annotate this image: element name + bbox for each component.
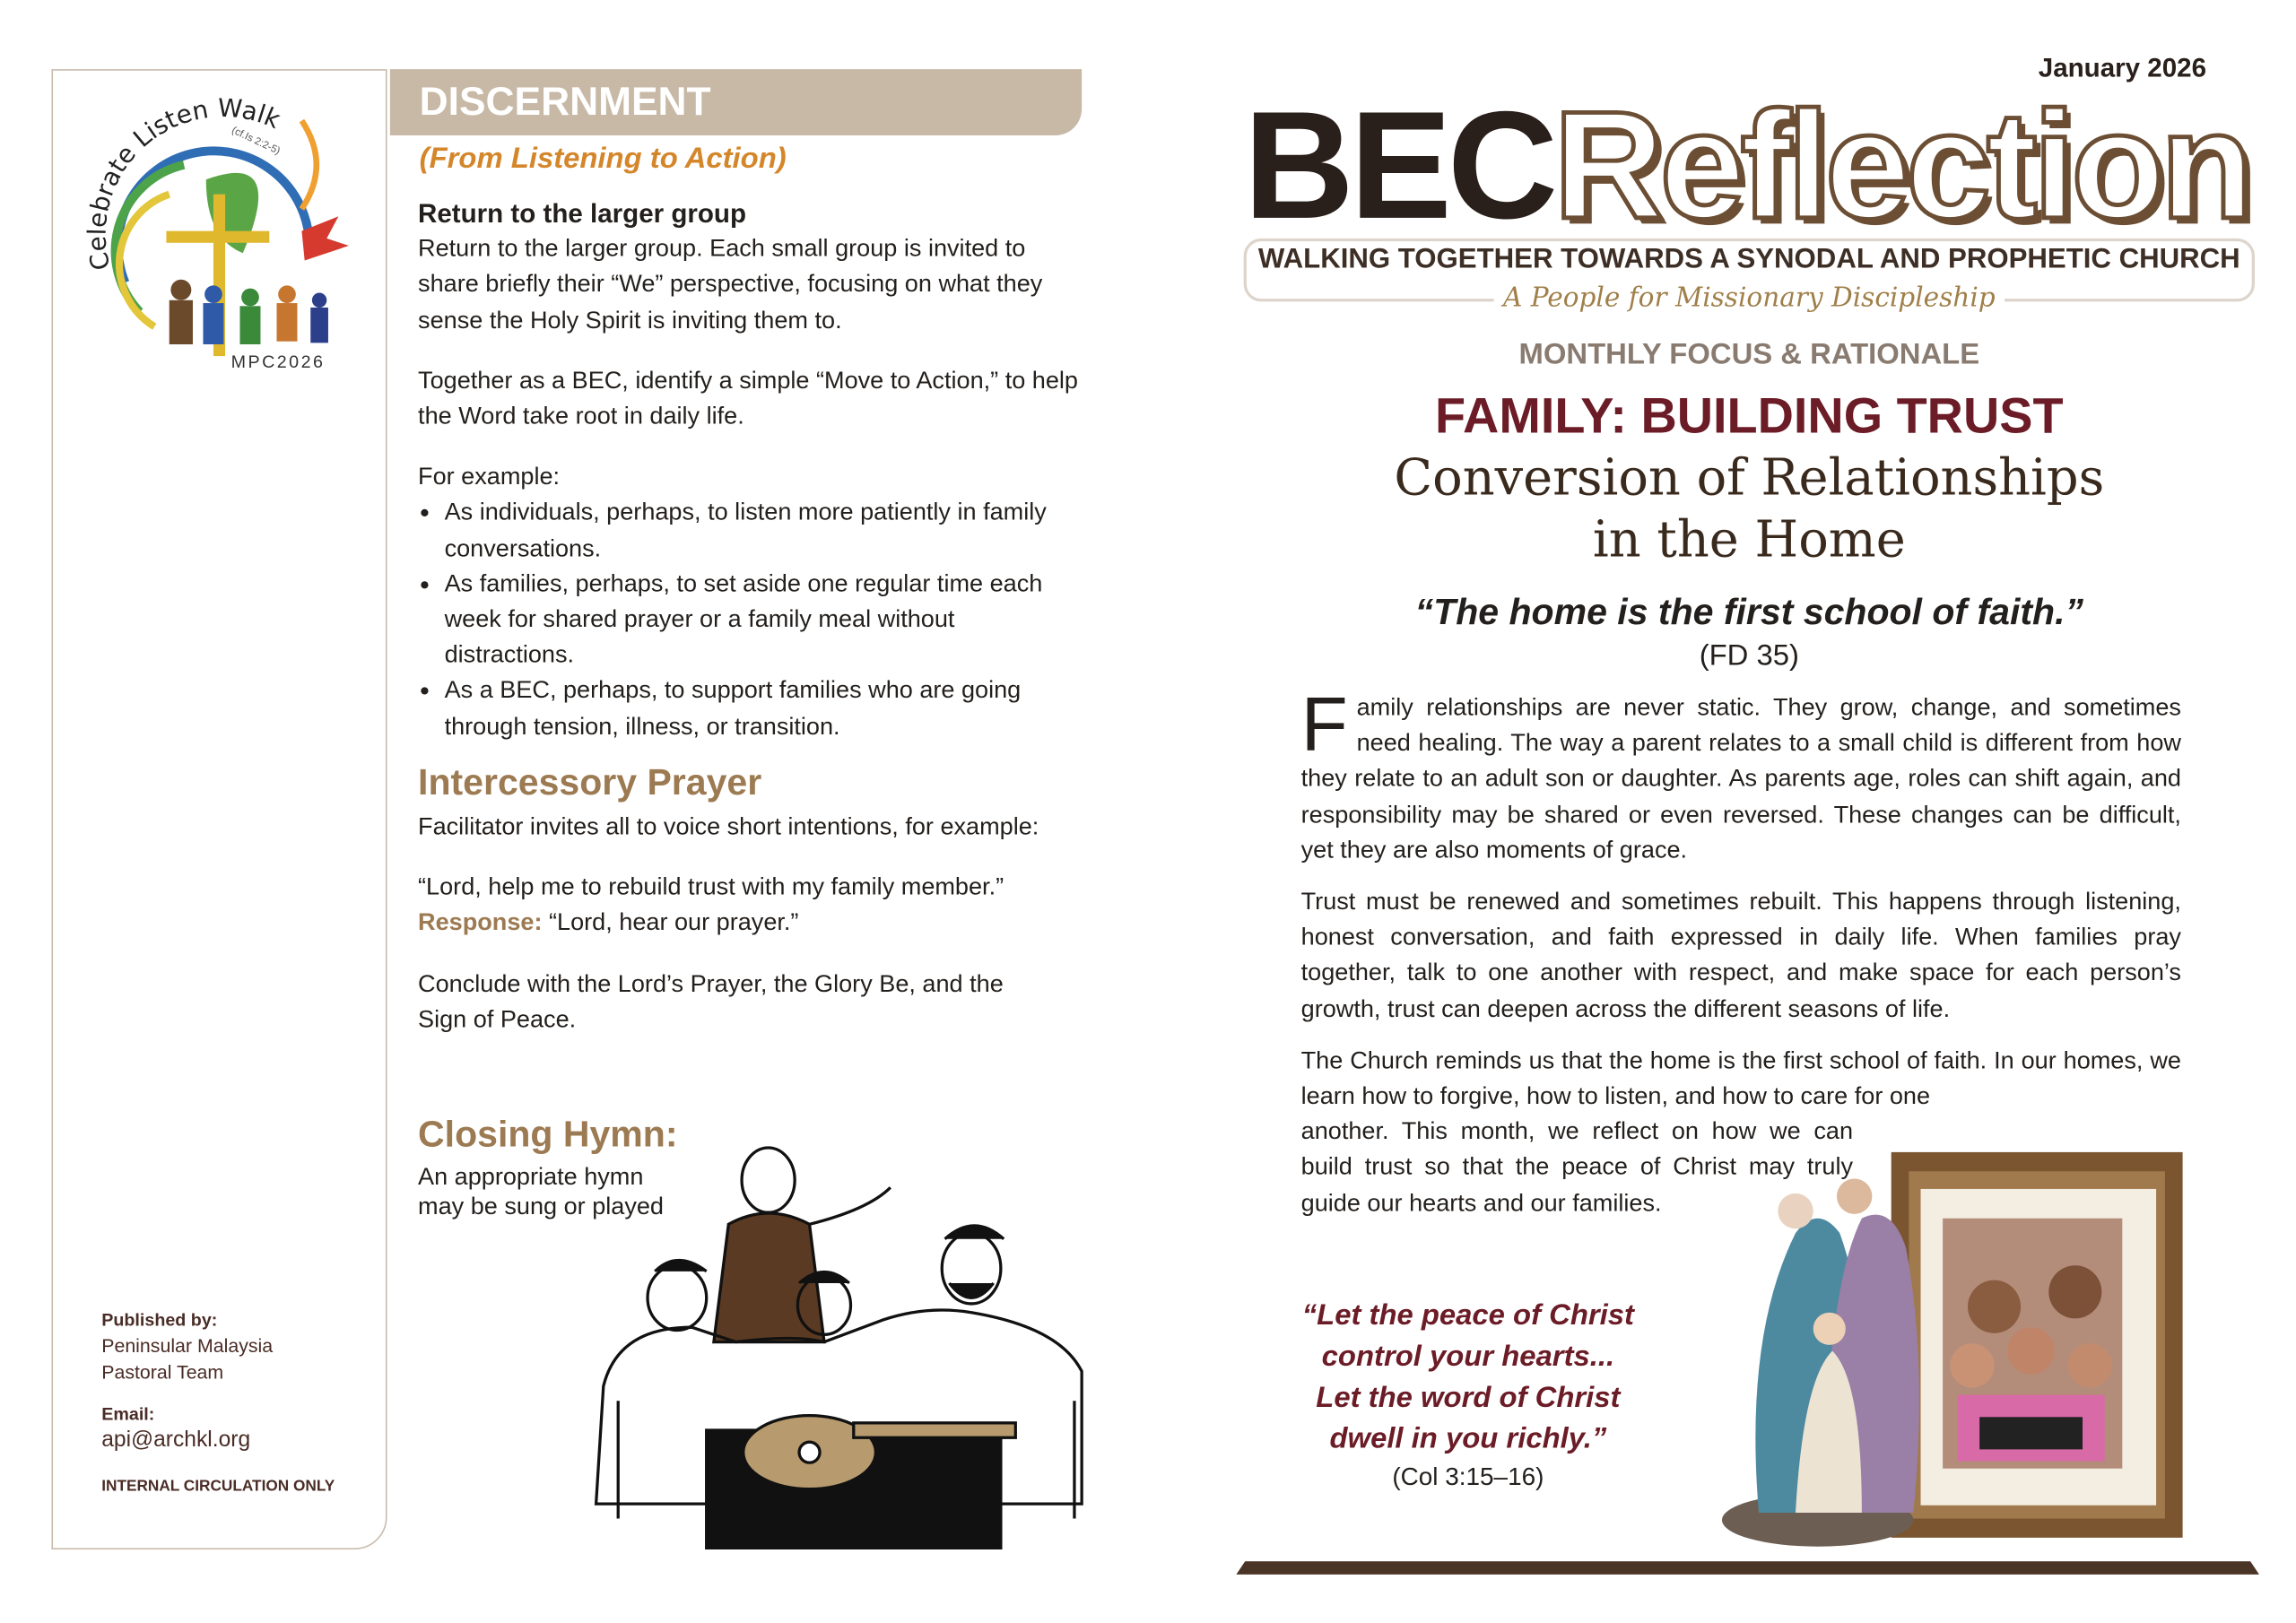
article-body — [1300, 682, 2181, 1221]
list-item: • As individuals, perhaps, to listen more patiently in family conversations. — [445, 495, 1083, 566]
publisher-line: Pastoral Team — [101, 1360, 224, 1384]
discernment-banner — [390, 69, 1082, 135]
response-line — [418, 906, 1083, 942]
intercessory-heading: Intercessory Prayer — [418, 761, 762, 803]
hymn-text-line: An appropriate hymn — [418, 1164, 644, 1191]
issue-date: January 2026 — [2038, 53, 2207, 82]
response-text: “Lord, hear our prayer.” — [549, 909, 799, 937]
intercessory-text: Facilitator invites all to voice short intentions, for example: — [418, 813, 1039, 841]
section-subtitle: (From Listening to Action) — [419, 143, 787, 176]
paragraph: another. This month, we reflect on how we can build trust so that the peace of Christ may truly guide our hearts and our families. — [1300, 1118, 1854, 1217]
hymn-text-line: may be sung or played — [418, 1193, 664, 1220]
footer-divider — [1236, 1561, 2258, 1575]
svg-text:Celebrate Listen Walk: Celebrate Listen Walk — [82, 92, 285, 273]
email-link[interactable]: api@archkl.org — [101, 1427, 251, 1453]
return-text: Return to the larger group. Each small group is invited to share briefly their “We” perspective, focusing on what they sense the Holy Spirit is inviting them to. — [418, 235, 1043, 334]
intention-text: “Lord, help me to rebuild trust with my family member.” — [418, 874, 1004, 901]
banner-title: DISCERNMENT — [419, 79, 711, 124]
title-bec: BEC — [1243, 81, 1554, 252]
masthead-title — [1243, 81, 2249, 252]
circulation-note: INTERNAL CIRCULATION ONLY — [101, 1477, 335, 1496]
script-tagline — [1244, 282, 2255, 313]
key-quote-ref: (FD 35) — [1699, 639, 1799, 673]
key-quote: “The home is the first school of faith.” — [1414, 591, 2083, 633]
together-text: Together as a BEC, identify a simple “Move to Action,” to help the Word take root in daily life. — [418, 367, 1079, 430]
list-item: • As a BEC, perhaps, to support families who are going through tension, illness, or transition. — [445, 673, 1083, 744]
singing-family-illustration — [588, 1136, 1096, 1551]
pull-quote — [1281, 1295, 1656, 1495]
examples-list — [418, 495, 1083, 744]
holy-family-photo — [1715, 1145, 2188, 1557]
pull-quote-line: control your hearts... — [1321, 1340, 1615, 1374]
publisher-line: Peninsular Malaysia — [101, 1334, 274, 1358]
section-label: MONTHLY FOCUS & RATIONALE — [1518, 338, 1980, 371]
pull-quote-line: Let the word of Christ — [1316, 1381, 1621, 1415]
title-reflection: Reflection — [1553, 81, 2249, 252]
paragraph: The Church reminds us that the home is the first school of faith. In our homes, we learn how to forgive, how to listen, and how to care for one — [1300, 1047, 2181, 1110]
drop-cap: F — [1300, 682, 1348, 768]
focus-subtitle-line: Conversion of Relationships — [1394, 448, 2105, 508]
list-item: • As families, perhaps, to set aside one regular time each week for shared prayer or a family meal without distractions. — [445, 567, 1083, 673]
focus-subtitle-line: in the Home — [1592, 510, 1906, 570]
publisher-info — [101, 1306, 335, 1499]
svg-text:(cf.Is 2:2-5): (cf.Is 2:2-5) — [230, 125, 283, 157]
script-tagline-text: A People for Missionary Discipleship — [1494, 282, 2004, 313]
discernment-content — [418, 195, 1083, 1037]
example-intro: For example: — [418, 464, 561, 490]
paragraph — [1300, 682, 2181, 869]
mpc2026-logo — [66, 91, 383, 386]
paragraph: Trust must be renewed and sometimes rebuilt. This happens through listening, honest conversation, and faith expressed in daily life. When families pray together, talk to one another with respect, and make space for each person’s growth, trust can deepen across the different seasons of life. — [1300, 889, 2181, 1022]
logo-code: MPC2026 — [230, 352, 326, 373]
pull-quote-ref: (Col 3:15–16) — [1392, 1462, 1544, 1491]
published-label: Published by: — [101, 1309, 218, 1331]
return-heading: Return to the larger group — [418, 198, 747, 229]
hymn-heading: Closing Hymn: — [418, 1114, 678, 1156]
focus-title: FAMILY: BUILDING TRUST — [1435, 388, 2064, 445]
paragraph-text: amily relationships are never static. They grow, change, and sometimes need healing. The way a parent relates to a small child is different from how they relate to an adult son or daughter. As parents age, roles can shift again, and responsibility may be shared or even reversed. These changes can be difficult, yet they are also moments of grace. — [1300, 694, 2181, 864]
focus-subtitle — [1244, 447, 2255, 571]
response-label: Response: — [418, 909, 543, 937]
email-label: Email: — [101, 1403, 155, 1425]
conclude-text: Conclude with the Lord’s Prayer, the Glory Be, and the Sign of Peace. — [418, 970, 1004, 1033]
pull-quote-line: dwell in you richly.” — [1329, 1422, 1607, 1455]
tagline: WALKING TOGETHER TOWARDS A SYNODAL AND PROPHETIC CHURCH — [1257, 244, 2240, 275]
pull-quote-line: “Let the peace of Christ — [1301, 1299, 1634, 1332]
